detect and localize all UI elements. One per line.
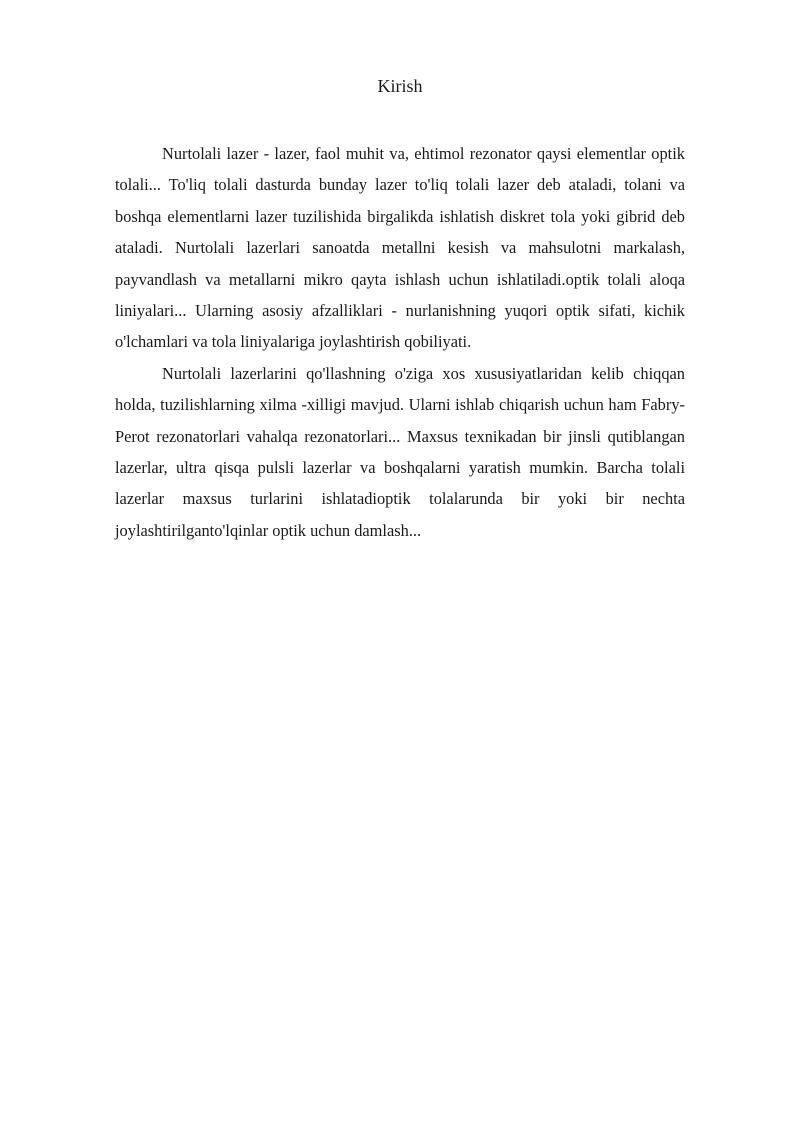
paragraph: Nurtolali lazerlarini qo'llashning o'ziga xos xususiyatlaridan kelib chiqqan holda, tuzilishlarning xilma -xilligi mavjud. Ularni ishlab chiqarish uchun ham Fabry-Perot rezonatorlari vahalqa rezonatorlari... Maxsus texnikadan bir jinsli qutiblangan lazerlar, ultra qisqa pulsli lazerlar va boshqalarni yaratish mumkin. Barcha tolali lazerlar maxsus turlarini ishlatadioptik tolalarunda bir yoki bir nechta joylashtirilganto'lqinlar optik uchun damlash... xyxy=(115,363,685,540)
page-title: Kirish xyxy=(377,76,423,96)
document-body xyxy=(115,138,685,546)
paragraph: Nurtolali lazer - lazer, faol muhit va, ehtimol rezonator qaysi elementlar optik tolali... To'liq tolali dasturda bunday lazer to'liq tolali lazer deb ataladi, tolani va boshqa elementlarni lazer tuzilishida birgalikda ishlatish diskret tola yoki gibrid deb ataladi. Nurtolali lazerlari sanoatda metallni kesish va mahsulotni markalash, payvandlash va metallarni mikro qayta ishlash uchun ishlatiladi.optik tolali aloqa liniyalari... Ularning asosiy afzalliklari - nurlanishning yuqori optik sifati, kichik o'lchamlari va tola liniyalariga joylashtirish qobiliyati. xyxy=(115,144,685,352)
